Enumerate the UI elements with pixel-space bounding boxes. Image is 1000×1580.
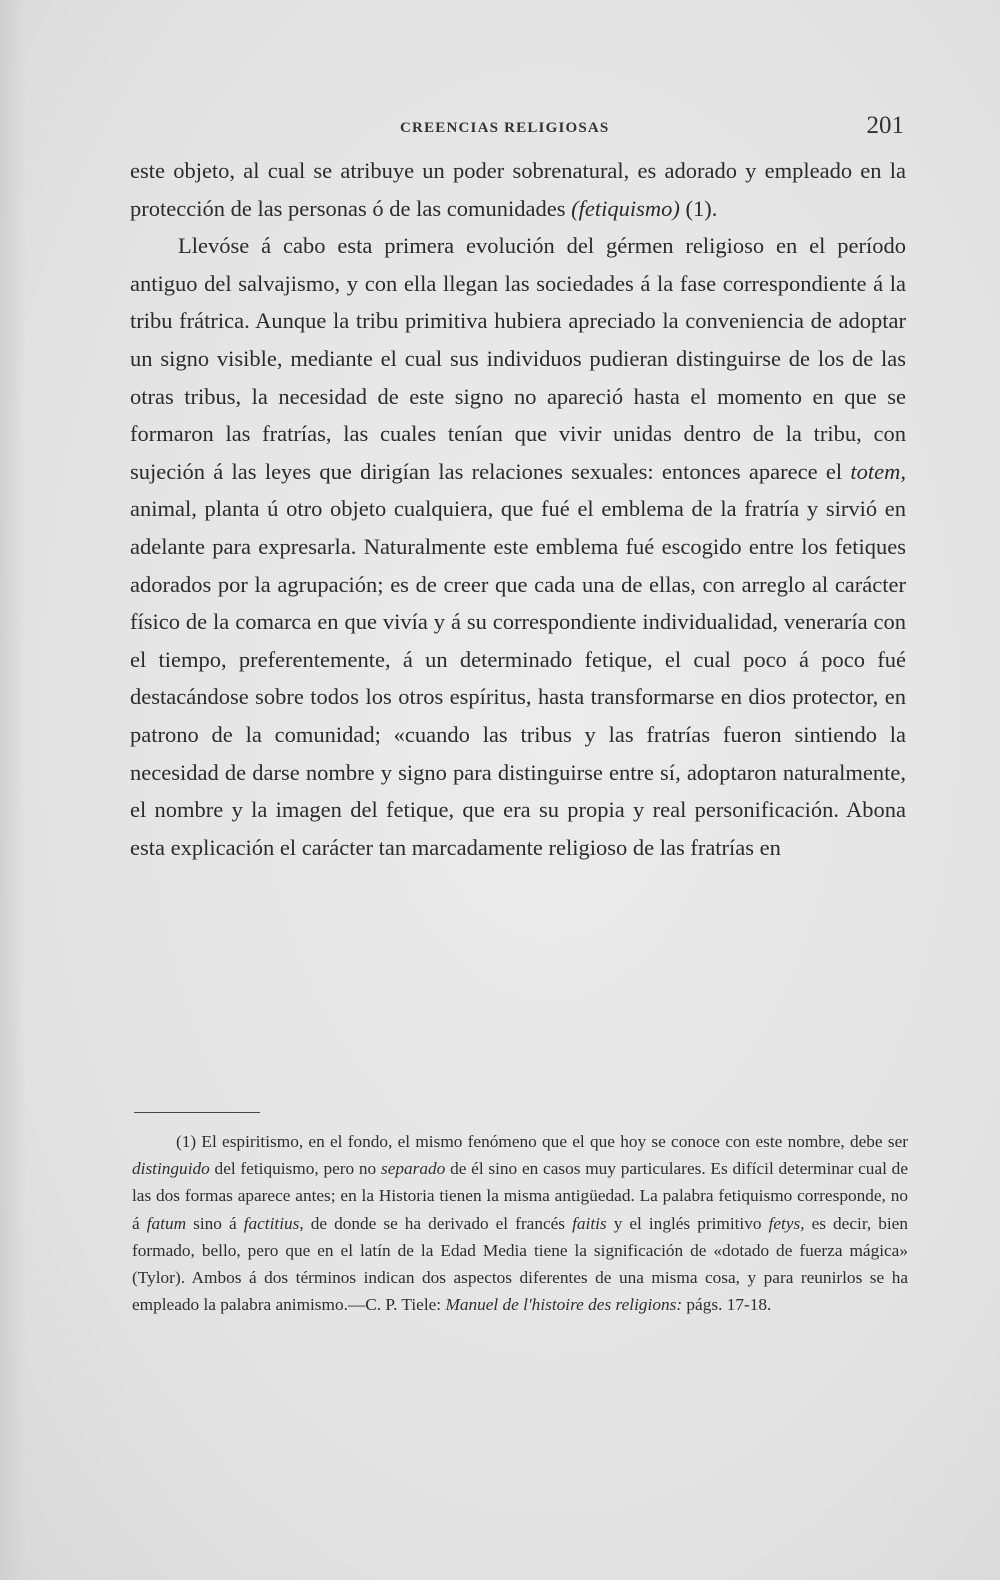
footnote-italic-4: factitius, xyxy=(243,1213,304,1233)
paragraph-2-text-b: animal, planta ú otro objeto cualquiera, que fué el emblema de la fratría y sirvió en adelante para expresarla. Naturalmente este emblema fué escogido entre los fetiques adorados por la agrupación; es de creer que cada una de ellas, con arreglo al carácter físico de la comarca en que vivía y á su correspondiente individualidad, veneraría con el tiempo, preferentemente, á un determinado fetique, el cual poco á poco fué destacándose sobre todos los otros espíritus, hasta transformarse en dios protector, en patrono de la comunidad; «cuando las tribus y las fratrías fueron sintiendo la necesidad de darse nombre y signo para distinguirse entre sí, adoptaron naturalmente, el nombre y la imagen del fetique, que era su propia y real personificación. Abona esta explicación el carácter tan marcadamente religioso de las fratrías en xyxy=(130,496,906,860)
footnote-text-2: del fetiquismo, pero no xyxy=(209,1159,381,1179)
page-gutter-shadow xyxy=(0,0,26,1580)
paragraph-1-italic: (fetiquismo) xyxy=(571,195,680,221)
footnote-text-3: de él sino en casos muy particulares. Es difícil determinar cual de las dos formas aparece antes; en la Historia tienen la misma antigüedad. La palabra fetiquismo corresponde, no á xyxy=(132,1159,908,1233)
running-title: CREENCIAS RELIGIOSAS xyxy=(400,120,610,136)
paragraph-1 xyxy=(130,152,906,227)
page-number: 201 xyxy=(866,112,904,139)
footnote-italic-1: distinguido xyxy=(132,1159,210,1179)
footnote-italic-6: fetys, xyxy=(768,1213,805,1233)
footnote-text-5: de donde se ha derivado el francés xyxy=(303,1213,573,1233)
page-header xyxy=(130,112,910,146)
footnote-text-7: es decir, bien formado, bello, pero que en el latín de la Edad Media tiene la significación de «dotado de fuerza mágica» (Tylor). Ambos á dos términos indican dos aspectos diferentes de una misma cosa, y para reunirlos se ha empleado la palabra animismo.—C. P. Tiele: xyxy=(132,1213,908,1315)
footnote-divider xyxy=(134,1112,260,1113)
footnote-text-4: sino á xyxy=(186,1213,244,1233)
paragraph-2 xyxy=(130,227,906,866)
paragraph-1-text-b: (1). xyxy=(679,195,718,221)
footnote-text-1: El espiritismo, en el fondo, el mismo fenómeno que el que hoy se conoce con este nombre, debe ser xyxy=(196,1132,908,1151)
footnote-text-6: y el inglés primitivo xyxy=(606,1213,769,1233)
paragraph-1-text-a: este objeto, al cual se atribuye un poder sobrenatural, es adorado y empleado en la protección de las personas ó de las comunidades xyxy=(130,158,906,221)
footnote-marker: (1) xyxy=(176,1132,197,1151)
paragraph-2-text-a: Llevóse á cabo esta primera evolución del gérmen religioso en el período antiguo del salvajismo, y con ella llegan las sociedades á la fase correspondiente á la tribu frátrica. Aunque la tribu primitiva hubiera apreciado la conveniencia de adoptar un signo visible, mediante el cual sus individuos pudieran distinguirse de los de las otras tribus, la necesidad de este signo no apareció hasta el momento en que se formaron las fratrías, las cuales tenían que vivir unidas dentro de la tribu, con sujeción á las leyes que dirigían las relaciones sexuales: entonces aparece el xyxy=(130,233,906,484)
footnote-italic-2: separado xyxy=(380,1159,446,1179)
footnote-italic-3: fatum xyxy=(146,1213,187,1233)
footnote-text-8: págs. 17-18. xyxy=(682,1295,772,1315)
footnote-italic-7: Manuel de l'histoire des religions: xyxy=(445,1295,683,1315)
footnote xyxy=(132,1128,908,1318)
main-text xyxy=(130,152,906,866)
footnote-italic-5: faitis xyxy=(572,1213,607,1233)
paragraph-2-italic: totem, xyxy=(850,458,906,484)
